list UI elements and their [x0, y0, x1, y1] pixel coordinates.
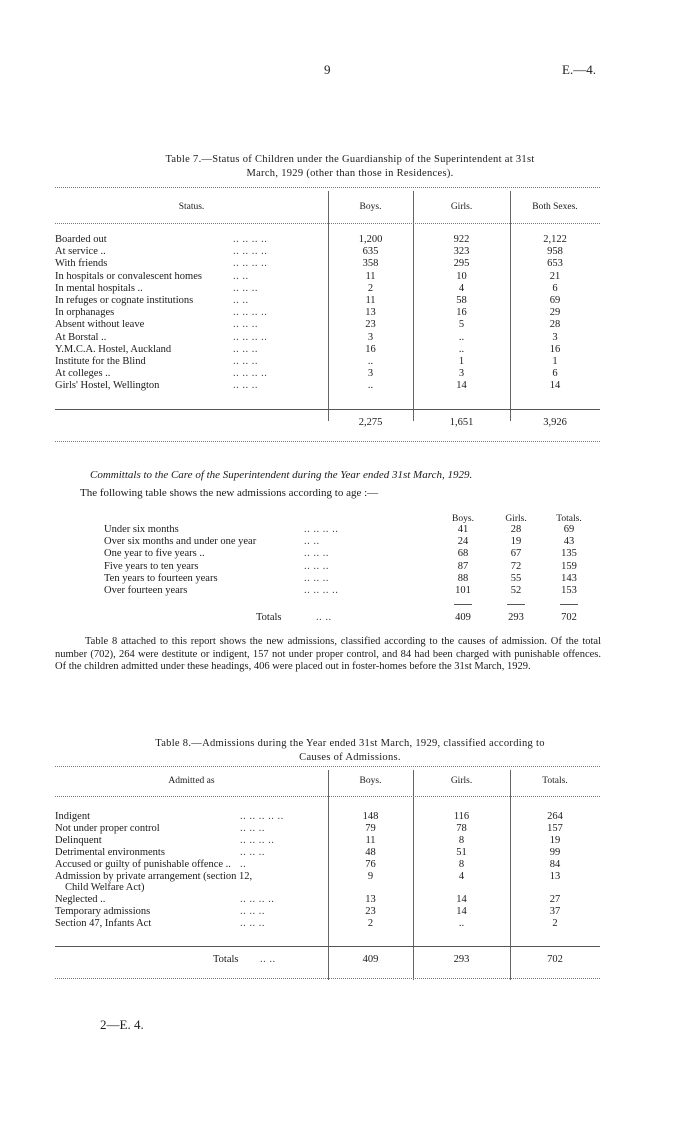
committals-row: [104, 524, 649, 536]
table8-row: [55, 823, 600, 835]
table7-row-leader-dots: .. .. .. ..: [233, 258, 268, 270]
table8-row: [55, 847, 600, 859]
table8-row: [55, 906, 600, 918]
table8-cell-girls: 8: [458, 858, 465, 870]
table7-row: [55, 234, 600, 246]
table7-header-boys: Boys.: [359, 202, 382, 212]
table7-row-leader-dots: .. .. .. ..: [233, 307, 268, 319]
table7-row: [55, 380, 600, 392]
table7-cell-both: 16: [549, 343, 561, 355]
table7-row: [55, 246, 600, 258]
table8-total-girls: 293: [453, 954, 470, 965]
table7-cell-girls: 323: [453, 246, 470, 258]
body-paragraph: Table 8 attached to this report shows the new admissions, classified according to the causes of admission. Of the total number (702), 264 were destitute or indigent, 157 not under proper control, and 84 had been charged with punishable offences. Of the children admitted under these headings, 406 were placed out in foster-homes before the 31st March, 1929.: [55, 636, 601, 672]
committals-row: [104, 548, 649, 560]
table8-row-label: Accused or guilty of punishable offence ..: [55, 858, 231, 870]
table7-row-label: Institute for the Blind: [55, 356, 146, 367]
table7-cell-both: 69: [549, 295, 561, 306]
table7-totals-rule: [55, 409, 600, 410]
table7-cell-both: 653: [547, 258, 563, 270]
table8-cell-boys: 48: [365, 846, 376, 858]
committals-cell-totals: 135: [561, 548, 577, 560]
table7-cell-both: 6: [552, 282, 558, 294]
table7-row-leader-dots: .. .. ..: [233, 356, 258, 367]
table8-cell-boys: 148: [362, 811, 379, 822]
table8-row-leader-dots: .. .. .. ..: [240, 894, 275, 906]
table8-totals-label: Totals: [213, 954, 239, 965]
committals-totals-row: [104, 612, 594, 624]
committals-totals-dots: .. ..: [316, 612, 332, 623]
footer-signature: 2—E. 4.: [100, 1017, 144, 1032]
table8-cell-totals: 99: [549, 846, 561, 858]
table7-cell-both: 2,122: [543, 234, 567, 245]
committals-table: [104, 512, 594, 622]
table7-cell-boys: 3: [367, 368, 374, 380]
table8-cell-girls: ..: [458, 918, 465, 930]
table7-row-label: Girls' Hostel, Wellington: [55, 380, 160, 392]
table7-row-leader-dots: .. .. ..: [233, 380, 258, 392]
committals-cell-totals: 43: [563, 536, 575, 548]
table7-caption-line1: Table 7.—Status of Children under the Guardianship of the Superintendent at 31st: [165, 154, 535, 165]
table8-totals-row: [55, 954, 600, 966]
table7-cell-boys: 2: [367, 282, 374, 294]
table7-caption-line2: March, 1929 (other than those in Residences).: [246, 168, 454, 179]
committals-cell-girls: 55: [510, 572, 522, 584]
committals-row-label: Ten years to fourteen years: [104, 572, 218, 584]
table8-row-label: Child Welfare Act): [65, 882, 145, 894]
committals-cell-totals: 159: [561, 560, 577, 572]
committals-row: [104, 573, 649, 585]
table7-header-status: Status.: [178, 202, 205, 212]
table8-row-label: Admission by private arrangement (section 12,: [55, 870, 253, 882]
table8-caption-line1: Table 8.—Admissions during the Year ended 31st March, 1929, classified according to: [155, 738, 545, 749]
table8-cell-girls: 51: [456, 846, 467, 858]
table7-totals-row: [55, 417, 600, 429]
table8-row: [55, 811, 600, 823]
table8-caption: [40, 737, 660, 765]
table7-cell-boys: 1,200: [358, 234, 383, 245]
table8-header-admitted: Admitted as: [168, 776, 215, 786]
table8-header-boys: Boys.: [359, 776, 382, 786]
committals-cell-totals: 69: [563, 524, 575, 535]
table7-cell-both: 6: [552, 368, 558, 380]
table7-caption: [40, 153, 660, 181]
table8-cell-girls: 116: [453, 811, 470, 822]
page-number: 9: [324, 62, 331, 77]
committals-rule: [507, 604, 525, 605]
committals-rule: [454, 604, 472, 605]
committals-cell-boys: 24: [457, 536, 469, 548]
committals-cell-girls: 19: [510, 536, 522, 548]
table8-cell-girls: 78: [456, 822, 467, 834]
table8-cell-totals: 13: [549, 870, 561, 882]
table7-row: [55, 356, 600, 368]
table8-header-totals: Totals.: [542, 776, 568, 786]
committals-cell-boys: 68: [457, 548, 469, 560]
table8-row-label: Temporary admissions: [55, 906, 151, 918]
table8-header-rule: [55, 796, 600, 797]
committals-header-girls: Girls.: [505, 514, 527, 524]
table7-header-both: Both Sexes.: [532, 202, 578, 212]
table8-cell-boys: 2: [367, 918, 374, 930]
table8-cell-boys: 9: [367, 870, 374, 882]
table7-row: [55, 332, 600, 344]
table7-cell-both: 28: [549, 319, 561, 331]
table7-row: [55, 258, 600, 270]
table7-total-girls: 1,651: [449, 417, 474, 428]
committals-row-label: One year to five years ..: [104, 548, 205, 560]
committals-row-leader-dots: .. .. ..: [304, 560, 329, 572]
table7: [55, 185, 600, 445]
table7-cell-boys: 11: [365, 270, 376, 282]
table8-bottom-rule: [55, 978, 600, 979]
committals-cell-totals: 143: [561, 572, 577, 584]
committals-totals-label: Totals: [256, 612, 282, 623]
table7-cell-girls: 5: [458, 319, 465, 331]
table8-row: [55, 882, 600, 894]
table8-row-label: Not under proper control: [55, 822, 160, 834]
table7-row: [55, 344, 600, 356]
table8: [55, 766, 600, 981]
committals-cell-totals: 153: [561, 585, 577, 596]
table7-cell-girls: ..: [458, 331, 465, 343]
table7-row-leader-dots: .. ..: [233, 270, 249, 282]
table7-cell-both: 21: [549, 270, 561, 282]
table7-total-both: 3,926: [543, 417, 567, 428]
table8-cell-girls: 14: [456, 894, 467, 906]
table8-row-leader-dots: ..: [240, 858, 247, 870]
table7-row-leader-dots: .. .. ..: [233, 282, 258, 294]
table7-row-leader-dots: .. .. ..: [233, 343, 258, 355]
table8-cell-totals: 157: [547, 822, 563, 834]
committals-cell-boys: 101: [455, 585, 471, 596]
table8-row-label: Delinquent: [55, 834, 102, 846]
table7-row-label: In hospitals or convalescent homes: [55, 270, 202, 282]
table7-row-leader-dots: .. .. .. ..: [233, 234, 268, 245]
table8-row-label: Detrimental environments: [55, 846, 165, 858]
table7-cell-girls: ..: [458, 343, 465, 355]
table7-row-leader-dots: .. .. .. ..: [233, 246, 268, 258]
committals-heading: Committals to the Care of the Superintendent during the Year ended 31st March, 1929.: [90, 469, 473, 481]
table7-cell-both: 29: [549, 307, 561, 319]
table8-caption-line2: Causes of Admissions.: [299, 752, 401, 763]
committals-cell-boys: 87: [457, 560, 469, 572]
table7-cell-girls: 1: [458, 356, 465, 367]
table8-cell-girls: 8: [458, 834, 465, 846]
committals-cell-girls: 52: [510, 585, 522, 596]
table8-cell-totals: 27: [549, 894, 561, 906]
committals-row-label: Over fourteen years: [104, 585, 188, 596]
table8-row: [55, 859, 600, 871]
table7-cell-boys: 358: [362, 258, 379, 270]
committals-total-totals: 702: [561, 612, 577, 623]
committals-cell-girls: 28: [510, 524, 522, 535]
committals-cell-boys: 41: [457, 524, 469, 535]
table7-row: [55, 283, 600, 295]
table7-row-label: At Borstal ..: [55, 331, 107, 343]
table7-row-label: In orphanages: [55, 307, 115, 319]
committals-intro: The following table shows the new admissions according to age :—: [80, 487, 379, 499]
table7-row: [55, 368, 600, 380]
table8-totals-rule: [55, 946, 600, 947]
committals-row: [104, 585, 649, 597]
table7-row-label: At colleges ..: [55, 368, 111, 380]
table7-cell-boys: 13: [365, 307, 376, 319]
table8-cell-totals: 19: [549, 834, 561, 846]
table7-cell-girls: 295: [453, 258, 470, 270]
committals-cell-girls: 72: [510, 560, 522, 572]
table8-cell-totals: 264: [547, 811, 563, 822]
table7-cell-girls: 922: [453, 234, 470, 245]
table7-top-rule: [55, 187, 600, 188]
committals-header-boys: Boys.: [452, 514, 474, 524]
table7-row: [55, 319, 600, 331]
table8-row: [55, 871, 600, 883]
table7-total-boys: 2,275: [358, 417, 383, 428]
table7-row-label: Boarded out: [55, 234, 107, 245]
committals-row-leader-dots: .. .. ..: [304, 548, 329, 560]
table8-row: [55, 894, 600, 906]
committals-total-girls: 293: [508, 612, 524, 623]
table8-cell-totals: 84: [549, 858, 561, 870]
committals-row-leader-dots: .. .. .. ..: [304, 585, 339, 596]
table7-header-rule: [55, 223, 600, 224]
table7-cell-boys: ..: [367, 380, 374, 392]
committals-row: [104, 561, 649, 573]
table8-cell-boys: 23: [365, 906, 376, 918]
table7-row-label: Y.M.C.A. Hostel, Auckland: [55, 343, 172, 355]
table7-cell-both: 958: [547, 246, 563, 258]
table8-total-totals: 702: [547, 954, 563, 965]
table7-cell-boys: 635: [362, 246, 379, 258]
table8-row-label: Indigent: [55, 811, 90, 822]
committals-header-totals: Totals.: [556, 514, 582, 524]
table8-row: [55, 918, 600, 930]
table7-cell-both: 3: [552, 331, 558, 343]
table7-row-leader-dots: .. ..: [233, 295, 249, 306]
table8-row-leader-dots: .. .. ..: [240, 906, 265, 918]
table8-cell-totals: 37: [549, 906, 561, 918]
table7-row: [55, 295, 600, 307]
table8-total-boys: 409: [362, 954, 379, 965]
table8-cell-boys: 11: [365, 834, 376, 846]
table7-row-label: In mental hospitals ..: [55, 282, 143, 294]
table7-cell-boys: 16: [365, 343, 376, 355]
table7-row-label: In refuges or cognate institutions: [55, 295, 194, 306]
committals-row: [104, 536, 649, 548]
table7-row-label: Absent without leave: [55, 319, 145, 331]
table8-row-leader-dots: .. .. .. .. ..: [240, 811, 284, 822]
table7-bottom-rule: [55, 441, 600, 442]
table7-cell-girls: 16: [456, 307, 467, 319]
table8-row-leader-dots: .. .. ..: [240, 846, 265, 858]
committals-cell-girls: 67: [510, 548, 522, 560]
table7-row-leader-dots: .. .. .. ..: [233, 331, 268, 343]
table7-cell-boys: 11: [365, 295, 376, 306]
table7-row-label: At service ..: [55, 246, 106, 258]
table7-row: [55, 307, 600, 319]
table7-row: [55, 271, 600, 283]
table8-cell-totals: 2: [552, 918, 558, 930]
table8-row-label: Section 47, Infants Act: [55, 918, 152, 930]
document-reference: E.—4.: [562, 62, 596, 77]
table8-cell-girls: 4: [458, 870, 465, 882]
table7-cell-boys: ..: [367, 356, 374, 367]
table8-cell-boys: 79: [365, 822, 376, 834]
table8-cell-boys: 13: [365, 894, 376, 906]
table8-row-leader-dots: .. .. .. ..: [240, 834, 275, 846]
table7-cell-boys: 3: [367, 331, 374, 343]
table7-row-leader-dots: .. .. ..: [233, 319, 258, 331]
committals-row-label: Under six months: [104, 524, 179, 535]
table8-totals-dots: .. ..: [260, 954, 276, 965]
table8-top-rule: [55, 766, 600, 767]
table7-header-girls: Girls.: [450, 202, 473, 212]
table8-header-girls: Girls.: [450, 776, 473, 786]
table7-cell-both: 1: [552, 356, 558, 367]
table7-cell-girls: 10: [456, 270, 467, 282]
table8-row-leader-dots: .. .. ..: [240, 822, 265, 834]
committals-row-label: Over six months and under one year: [104, 536, 257, 548]
committals-total-boys: 409: [455, 612, 471, 623]
table7-cell-girls: 58: [456, 295, 467, 306]
committals-rule: [560, 604, 578, 605]
table7-row-label: With friends: [55, 258, 108, 270]
table7-cell-girls: 4: [458, 282, 465, 294]
committals-row-leader-dots: .. .. ..: [304, 572, 329, 584]
table7-cell-boys: 23: [365, 319, 376, 331]
table8-row-label: Neglected ..: [55, 894, 106, 906]
table8-cell-girls: 14: [456, 906, 467, 918]
table8-row: [55, 835, 600, 847]
committals-row-leader-dots: .. ..: [304, 536, 320, 548]
table7-row-leader-dots: .. .. .. ..: [233, 368, 268, 380]
committals-row-leader-dots: .. .. .. ..: [304, 524, 339, 535]
committals-cell-boys: 88: [457, 572, 469, 584]
table8-cell-boys: 76: [365, 858, 376, 870]
table8-row-leader-dots: .. .. ..: [240, 918, 265, 930]
table7-cell-girls: 3: [458, 368, 465, 380]
table7-cell-both: 14: [549, 380, 561, 392]
committals-row-label: Five years to ten years: [104, 560, 199, 572]
table7-cell-girls: 14: [456, 380, 467, 392]
